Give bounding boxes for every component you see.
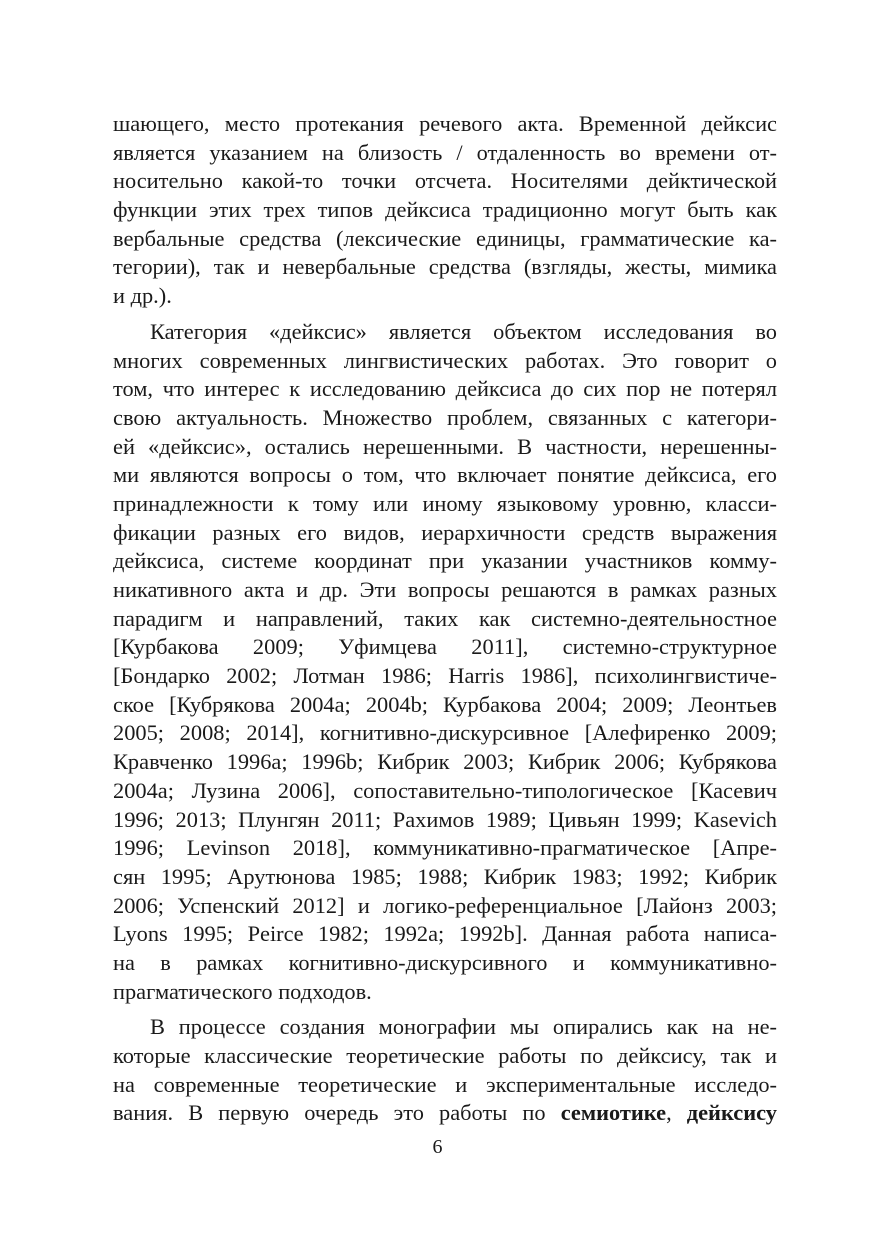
page-number: 6: [432, 1136, 443, 1158]
text-line: Кравченко 1996a; 1996b; Кибрик 2003; Кибрик 2006; Кубрякова: [113, 749, 777, 775]
text-line: тегории), так и невербальные средства (взгляды, жесты, мимика: [113, 254, 777, 280]
text-line: носительно какой-то точки отсчета. Носителями дейктической: [113, 168, 777, 194]
text-line: является указанием на близость / отдаленность во времени от-: [113, 139, 777, 165]
text-line: прагматического подходов.: [113, 978, 372, 1004]
text-line: 2004a; Лузина 2006], сопоставительно-типологическое [Касевич: [113, 777, 777, 803]
text-line: шающего, место протекания речевого акта. Временной дейксис: [113, 111, 777, 136]
term-deixis: дейксису: [686, 1100, 777, 1126]
body-text: [113, 110, 777, 1128]
text-line: дейксиса, системе координат при указании участников комму-: [113, 548, 777, 574]
text-line: свою актуальность. Множество проблем, связанных с категори-: [113, 404, 777, 430]
text-line: ское [Кубрякова 2004a; 2004b; Курбакова 2004; 2009; Леонтьев: [113, 691, 777, 717]
text-line: фикации разных его видов, иерархичности средств выражения: [113, 519, 777, 545]
text-line-final: [113, 1099, 777, 1128]
text-line: [Курбакова 2009; Уфимцева 2011], системно-структурное: [113, 634, 777, 660]
text-line: на современные теоретические и экспериментальные исследо-: [113, 1071, 777, 1097]
text-line: ей «дейксис», остались нерешенными. В частности, нерешенны-: [113, 433, 777, 459]
text-line: никативного акта и др. Эти вопросы решаются в рамках разных: [113, 577, 777, 602]
text-line: принадлежности к тому или иному языковому уровню, класси-: [113, 490, 777, 516]
text-line: парадигм и направлений, таких как системно-деятельностное: [113, 605, 777, 631]
text-line: вербальные средства (лексические единицы, грамматические ка-: [113, 225, 777, 251]
text-line: на в рамках когнитивно-дискурсивного и коммуникативно-: [113, 949, 777, 975]
text-line: которые классические теоретические работы по дейксису, так и: [113, 1043, 777, 1068]
text-line: ми являются вопросы о том, что включает понятие дейксиса, его: [113, 462, 777, 488]
text-line: Lyons 1995; Peirce 1982; 1992a; 1992b]. Данная работа написа-: [113, 921, 777, 947]
text-line: 2005; 2008; 2014], когнитивно-дискурсивное [Алефиренко 2009;: [113, 720, 777, 746]
text-line: функции этих трех типов дейксиса традиционно могут быть как: [113, 197, 777, 223]
text-line: том, что интерес к исследованию дейксиса до сих пор не потерял: [113, 376, 777, 402]
text-line: Категория «дейксис» является объектом исследования во: [150, 318, 777, 344]
text-line: [Бондарко 2002; Лотман 1986; Harris 1986], психолингвистиче-: [113, 663, 777, 689]
text-line: В процессе создания монографии мы опирались как на не-: [150, 1014, 777, 1040]
text-line: сян 1995; Арутюнова 1985; 1988; Кибрик 1983; 1992; Кибрик: [113, 863, 777, 889]
text-line: 1996; Levinson 2018], коммуникативно-прагматическое [Апре-: [113, 835, 777, 861]
text-line: 1996; 2013; Плунгян 2011; Рахимов 1989; Цивьян 1999; Kasevich: [113, 806, 777, 832]
text-line: и др.).: [113, 283, 172, 309]
text-line: многих современных лингвистических работах. Это говорит о: [113, 347, 777, 373]
final-line-prefix: вания. В первую очередь это работы по: [113, 1100, 561, 1126]
text-line: 2006; Успенский 2012] и логико-референциальное [Лайонз 2003;: [113, 892, 777, 918]
final-line-separator: ,: [666, 1100, 687, 1126]
term-semiotics: семиотике: [560, 1100, 667, 1126]
